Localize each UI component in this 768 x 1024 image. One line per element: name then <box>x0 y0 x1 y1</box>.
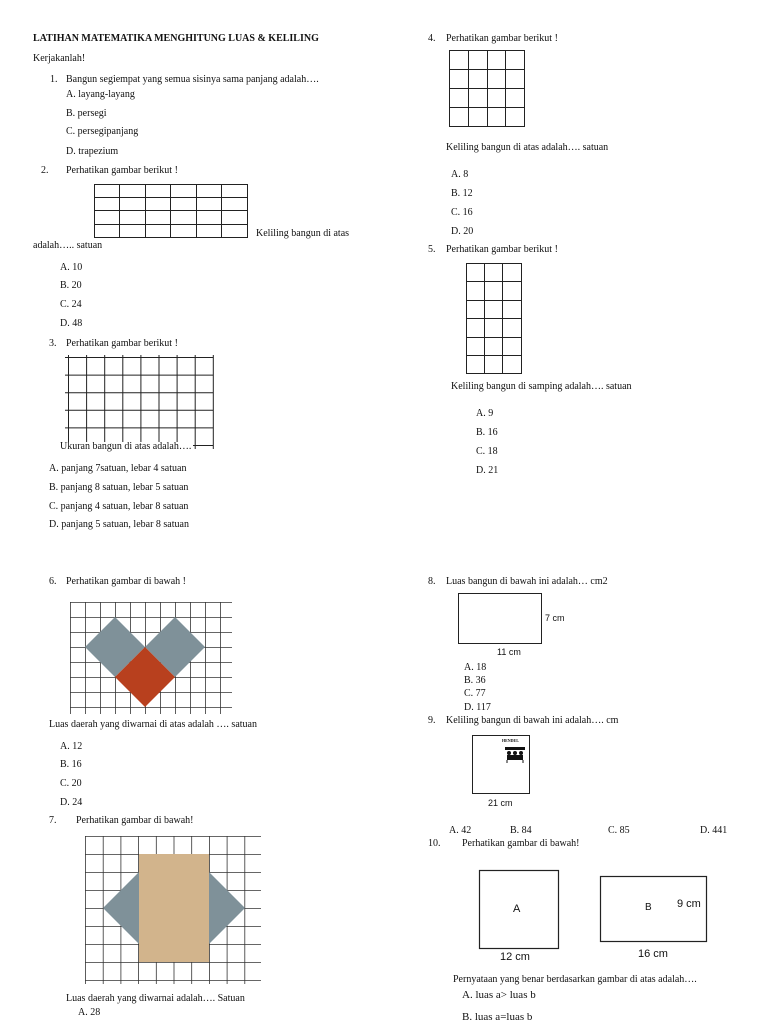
q9-side-label: 21 cm <box>488 798 513 808</box>
q4-option-c: C. 16 <box>451 207 473 218</box>
q9-square <box>472 735 530 794</box>
q1-option-a: A. layang-layang <box>66 89 135 100</box>
q10-height-b-label: 9 cm <box>677 898 701 910</box>
q1-option-d: D. trapezium <box>66 146 119 157</box>
q2-option-d: D. 48 <box>60 318 83 329</box>
q6-option-c: C. 20 <box>60 778 82 789</box>
q9-text: Keliling bangun di bawah ini adalah…. cm <box>446 715 619 726</box>
q2-grid-figure <box>94 184 248 238</box>
q8-option-d: D. 117 <box>464 702 491 713</box>
q2-after-figure: Keliling bangun di atas <box>256 228 350 239</box>
q7-question: Luas daerah yang diwarnai adalah…. Satuan <box>66 993 245 1004</box>
q10-width-b-label: 16 cm <box>638 948 668 960</box>
q10-question: Pernyataan yang benar berdasarkan gambar di atas adalah…. <box>453 974 697 985</box>
q2-option-c: C. 24 <box>60 299 82 310</box>
q8-option-b: B. 36 <box>464 675 486 686</box>
q5-question: Keliling bangun di samping adalah…. satuan <box>451 381 632 392</box>
q4-grid-figure <box>449 50 525 127</box>
q5-option-d: D. 21 <box>476 465 499 476</box>
q4-option-d: D. 20 <box>451 226 474 237</box>
q7-text: Perhatikan gambar di bawah! <box>76 815 194 826</box>
q10-number: 10. <box>428 838 441 849</box>
q1-option-c: C. persegipanjang <box>66 126 139 137</box>
q2-option-a: A. 10 <box>60 262 83 273</box>
q9-option-b: B. 84 <box>510 825 532 836</box>
q8-height-label: 7 cm <box>545 613 565 623</box>
q7-number: 7. <box>49 815 57 826</box>
q6-text: Perhatikan gambar di bawah ! <box>66 576 186 587</box>
q8-option-a: A. 18 <box>464 662 487 673</box>
q4-number: 4. <box>428 33 436 44</box>
q2-number: 2. <box>41 165 49 176</box>
q9-option-a: A. 42 <box>449 825 472 836</box>
q3-grid-figure <box>65 355 213 449</box>
q10-text: Perhatikan gambar di bawah! <box>462 838 580 849</box>
q9-option-d: D. 441 <box>700 825 728 836</box>
q10-option-a: A. luas a> luas b <box>462 989 536 1001</box>
q5-option-b: B. 16 <box>476 427 498 438</box>
q8-number: 8. <box>428 576 436 587</box>
q8-rectangle <box>458 593 542 644</box>
q1-text: Bangun segiempat yang semua sisinya sama panjang adalah…. <box>66 74 319 85</box>
q7-tan-rectangle <box>139 854 209 962</box>
q5-grid-figure <box>466 263 522 374</box>
q3-option-a: A. panjang 7satuan, lebar 4 satuan <box>49 463 187 474</box>
q10-label-a: A <box>513 903 521 915</box>
q6-option-d: D. 24 <box>60 797 83 808</box>
q9-number: 9. <box>428 715 436 726</box>
q6-number: 6. <box>49 576 57 587</box>
q7-figure <box>85 836 261 984</box>
q3-option-d: D. panjang 5 satuan, lebar 8 satuan <box>49 519 189 530</box>
q5-text: Perhatikan gambar berikut ! <box>446 244 558 255</box>
q8-width-label: 11 cm <box>497 647 521 657</box>
instruction: Kerjakanlah! <box>33 53 86 64</box>
q2-continuation: adalah….. satuan <box>33 240 103 251</box>
q3-option-c: C. panjang 4 satuan, lebar 8 satuan <box>49 501 189 512</box>
q3-question: Ukuran bangun di atas adalah…. <box>60 441 192 452</box>
q10-option-b: B. luas a=luas b <box>462 1011 533 1023</box>
q6-question: Luas daerah yang diwarnai di atas adalah …. satuan <box>49 719 257 730</box>
q7-option-a: A. 28 <box>78 1007 101 1018</box>
q6-option-a: A. 12 <box>60 741 83 752</box>
q3-text: Perhatikan gambar berikut ! <box>66 338 178 349</box>
q8-text: Luas bangun di bawah ini adalah… cm2 <box>446 576 608 587</box>
q4-text: Perhatikan gambar berikut ! <box>446 33 558 44</box>
q8-option-c: C. 77 <box>464 688 486 699</box>
q6-figure <box>70 602 232 714</box>
q3-number: 3. <box>49 338 57 349</box>
q5-number: 5. <box>428 244 436 255</box>
q5-option-c: C. 18 <box>476 446 498 457</box>
q4-option-a: A. 8 <box>451 169 469 180</box>
q2-option-b: B. 20 <box>60 280 82 291</box>
q1-number: 1. <box>50 74 58 85</box>
q9-logo-icon <box>503 745 527 763</box>
q6-option-b: B. 16 <box>60 759 82 770</box>
q10-label-b: B <box>645 902 652 913</box>
q10-side-a-label: 12 cm <box>500 951 530 963</box>
q3-option-b: B. panjang 8 satuan, lebar 5 satuan <box>49 482 189 493</box>
q1-option-b: B. persegi <box>66 108 107 119</box>
q9-logo-text: HENDEL <box>502 738 519 743</box>
q9-option-c: C. 85 <box>608 825 630 836</box>
q4-question: Keliling bangun di atas adalah…. satuan <box>446 142 609 153</box>
q5-option-a: A. 9 <box>476 408 494 419</box>
page-title: LATIHAN MATEMATIKA MENGHITUNG LUAS & KELILING <box>33 33 319 44</box>
q4-option-b: B. 12 <box>451 188 473 199</box>
q2-text: Perhatikan gambar berikut ! <box>66 165 178 176</box>
